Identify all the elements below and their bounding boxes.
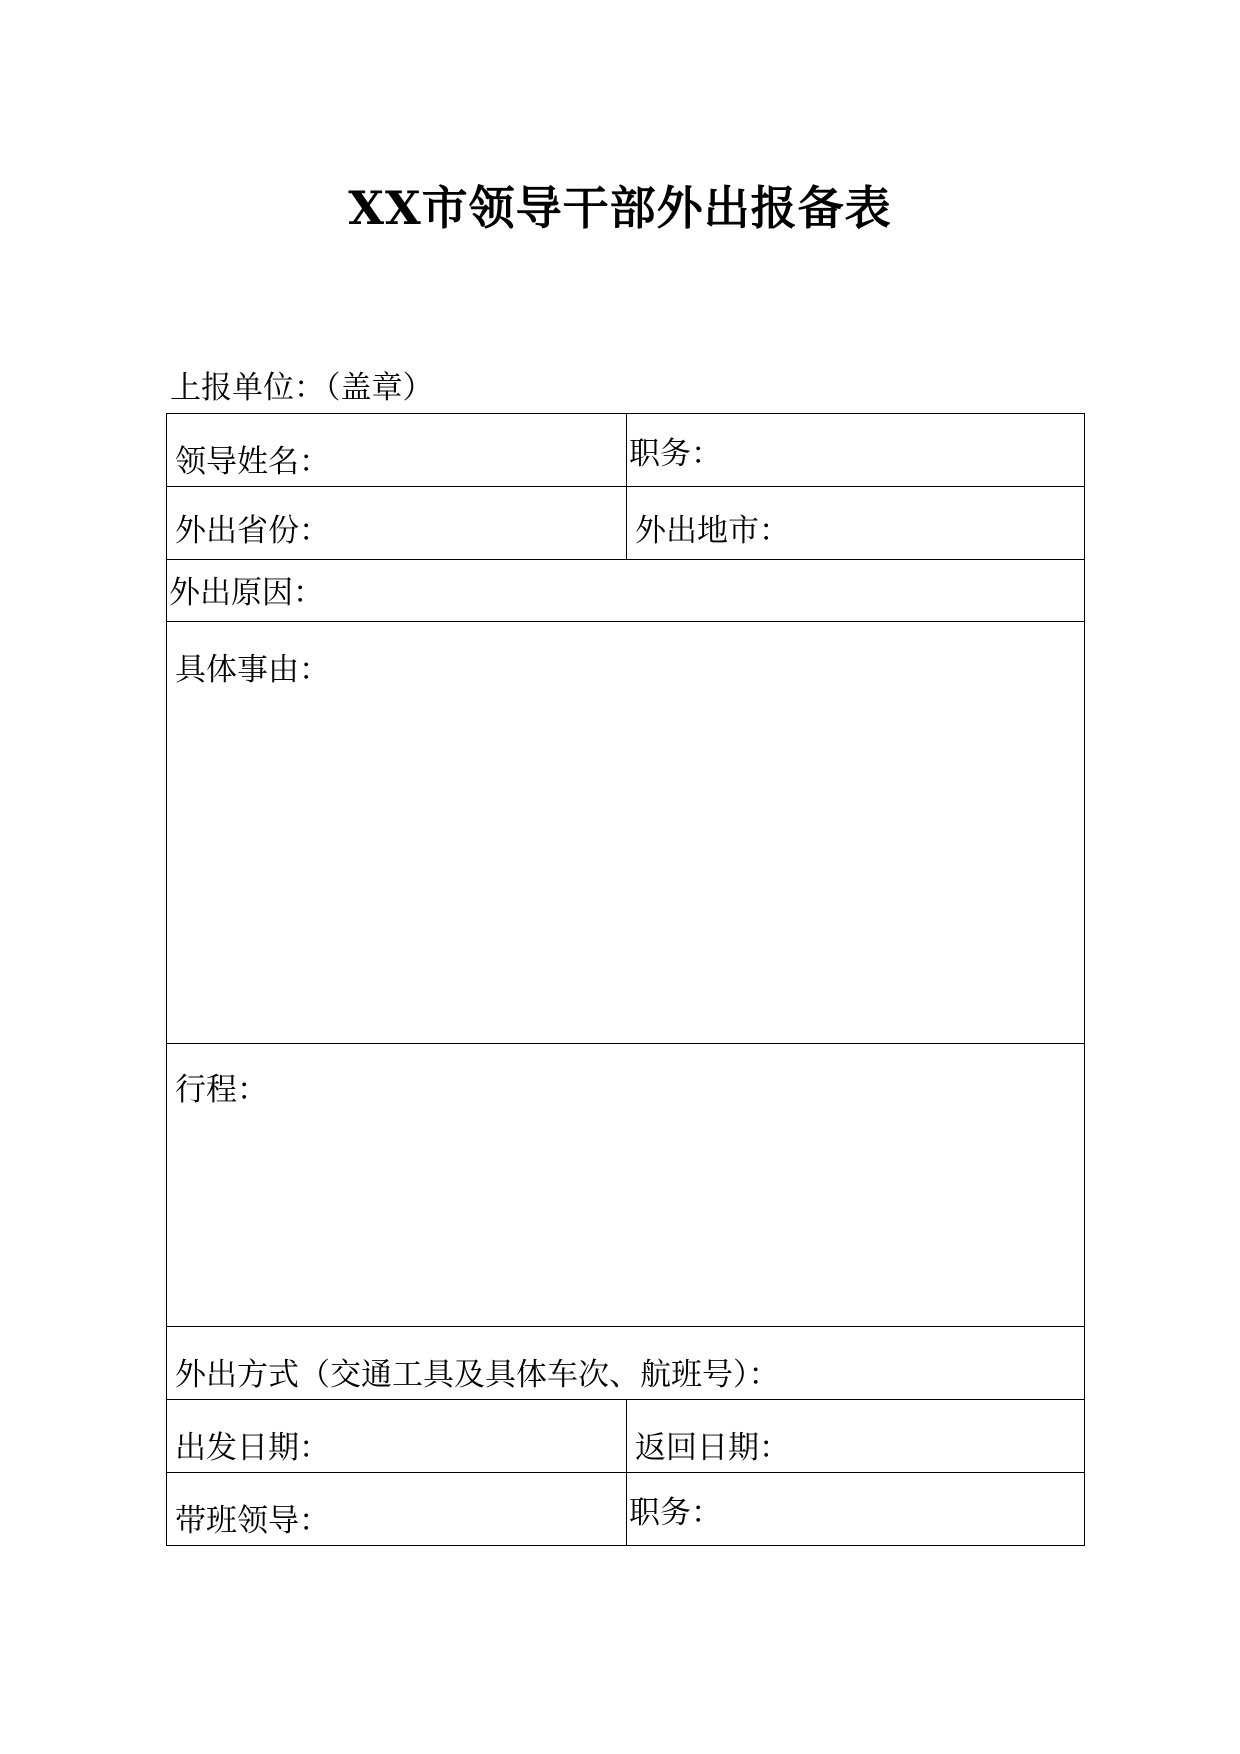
- form-row-duty-leader: [167, 1473, 1085, 1546]
- departure-date-field[interactable]: [167, 1400, 627, 1473]
- duty-leader-position-field[interactable]: [627, 1473, 1085, 1546]
- details-field[interactable]: [167, 622, 1085, 1044]
- form-row-itinerary: [167, 1044, 1085, 1327]
- province-field[interactable]: [167, 487, 627, 560]
- details-label: 具体事由：: [175, 652, 330, 688]
- form-row-leader: [167, 414, 1085, 487]
- city-label: 外出地市：: [635, 513, 790, 549]
- form-row-dates: [167, 1400, 1085, 1473]
- form-row-destination: [167, 487, 1085, 560]
- return-date-label: 返回日期：: [635, 1430, 790, 1466]
- itinerary-label: 行程：: [175, 1072, 268, 1108]
- reason-field[interactable]: [167, 560, 1085, 622]
- duty-leader-field[interactable]: [167, 1473, 627, 1546]
- leader-name-field[interactable]: [167, 414, 627, 487]
- leader-name-label: 领导姓名：: [175, 444, 330, 480]
- return-date-field[interactable]: [627, 1400, 1085, 1473]
- report-form-table: [166, 413, 1085, 1546]
- duty-leader-label: 带班领导：: [175, 1503, 330, 1539]
- reporting-unit-label: 上报单位：（盖章）: [170, 370, 434, 406]
- document-title: XX市领导干部外出报备表: [348, 181, 892, 235]
- itinerary-field[interactable]: [167, 1044, 1085, 1327]
- province-label: 外出省份：: [175, 513, 330, 549]
- form-row-reason: [167, 560, 1085, 622]
- departure-date-label: 出发日期：: [175, 1430, 330, 1466]
- transport-field[interactable]: [167, 1327, 1085, 1400]
- position-label: 职务：: [629, 436, 722, 472]
- reason-label: 外出原因：: [169, 575, 324, 611]
- city-field[interactable]: [627, 487, 1085, 560]
- form-row-transport: [167, 1327, 1085, 1400]
- form-row-details: [167, 622, 1085, 1044]
- transport-label: 外出方式（交通工具及具体车次、航班号）：: [175, 1357, 780, 1393]
- position-field[interactable]: [627, 414, 1085, 487]
- duty-leader-position-label: 职务：: [629, 1495, 722, 1531]
